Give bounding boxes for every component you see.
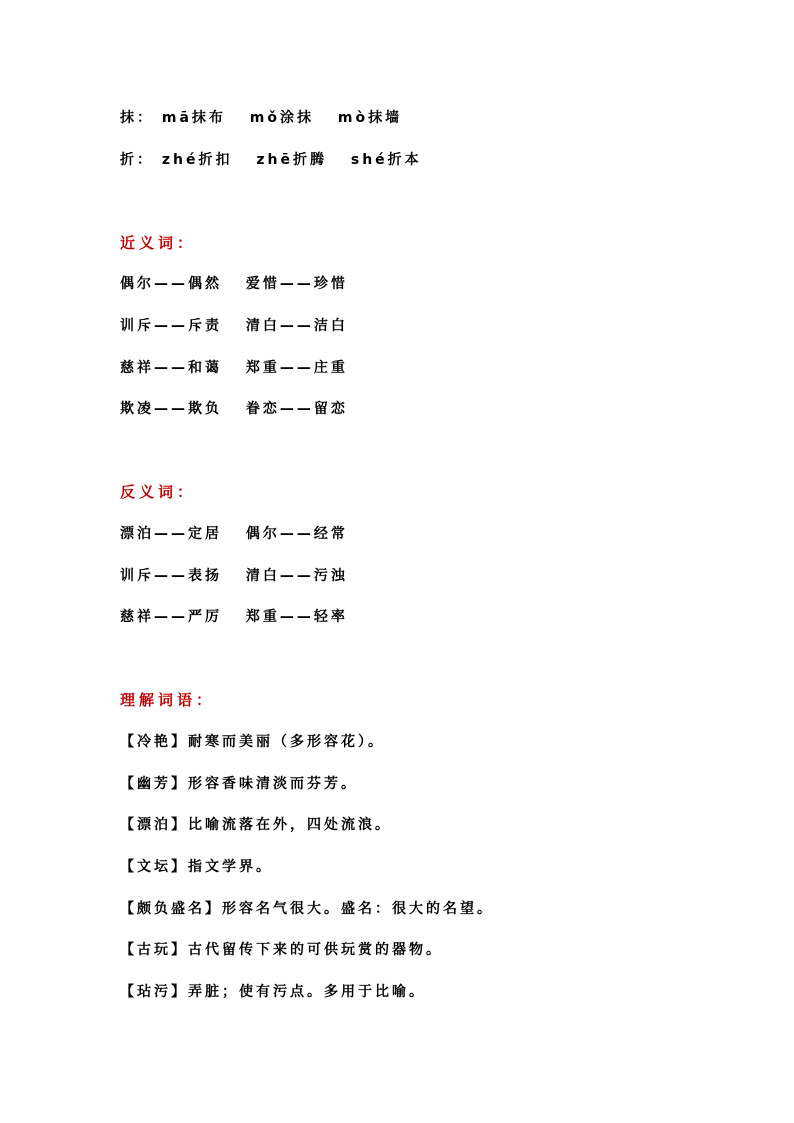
vocabulary-item: 【冷艳】耐寒而美丽（多形容花）。	[120, 734, 385, 750]
antonyms-heading: 反义词：	[120, 483, 197, 501]
synonym-pair: 清白——洁白	[245, 318, 348, 334]
vocabulary-item: 【幽芳】形容香味清淡而芬芳。	[120, 776, 358, 792]
polyphone-reading: mò抹墙	[337, 110, 403, 126]
vocabulary-item: 【漂泊】比喻流落在外，四处流浪。	[120, 817, 392, 833]
polyphone-reading: mā抹布	[161, 110, 226, 126]
synonyms-heading: 近义词：	[120, 234, 197, 252]
synonym-pair: 欺凌——欺负	[120, 401, 222, 417]
vocabulary-item: 【文坛】指文学界。	[120, 859, 273, 875]
synonym-pair: 训斥——斥责	[120, 318, 222, 334]
synonym-row	[120, 274, 348, 294]
synonym-pair: 偶尔——偶然	[120, 276, 222, 292]
polyphone-reading: zhé折扣	[161, 152, 233, 168]
synonym-pair: 郑重——庄重	[245, 360, 348, 376]
antonym-pair: 偶尔——经常	[245, 526, 348, 542]
polyphone-line-zhe	[120, 150, 422, 170]
vocabulary-item: 【颇负盛名】形容名气很大。盛名：很大的名望。	[120, 901, 494, 917]
synonym-row	[120, 358, 348, 378]
synonym-pair: 爱惜——珍惜	[245, 276, 348, 292]
antonym-row	[120, 607, 348, 627]
polyphone-char: 折：	[120, 152, 154, 168]
antonym-pair: 慈祥——严厉	[120, 609, 222, 625]
antonym-pair: 清白——污浊	[245, 568, 348, 584]
polyphone-char: 抹：	[120, 110, 154, 126]
synonym-pair: 眷恋——留恋	[245, 401, 348, 417]
vocabulary-item: 【玷污】弄脏；使有污点。多用于比喻。	[120, 984, 426, 1000]
antonym-row	[120, 566, 348, 586]
antonym-pair: 训斥——表扬	[120, 568, 222, 584]
polyphone-line-mo	[120, 108, 402, 128]
polyphone-reading: shé折本	[350, 152, 422, 168]
antonym-pair: 漂泊——定居	[120, 526, 222, 542]
polyphone-reading: zhē折腾	[256, 152, 327, 168]
synonym-pair: 慈祥——和蔼	[120, 360, 222, 376]
vocabulary-heading: 理解词语：	[120, 691, 216, 709]
polyphone-reading: mǒ涂抹	[249, 110, 315, 126]
vocabulary-item: 【古玩】古代留传下来的可供玩赏的器物。	[120, 942, 443, 958]
synonym-row	[120, 399, 348, 419]
antonym-pair: 郑重——轻率	[245, 609, 348, 625]
antonym-row	[120, 524, 348, 544]
synonym-row	[120, 316, 348, 336]
